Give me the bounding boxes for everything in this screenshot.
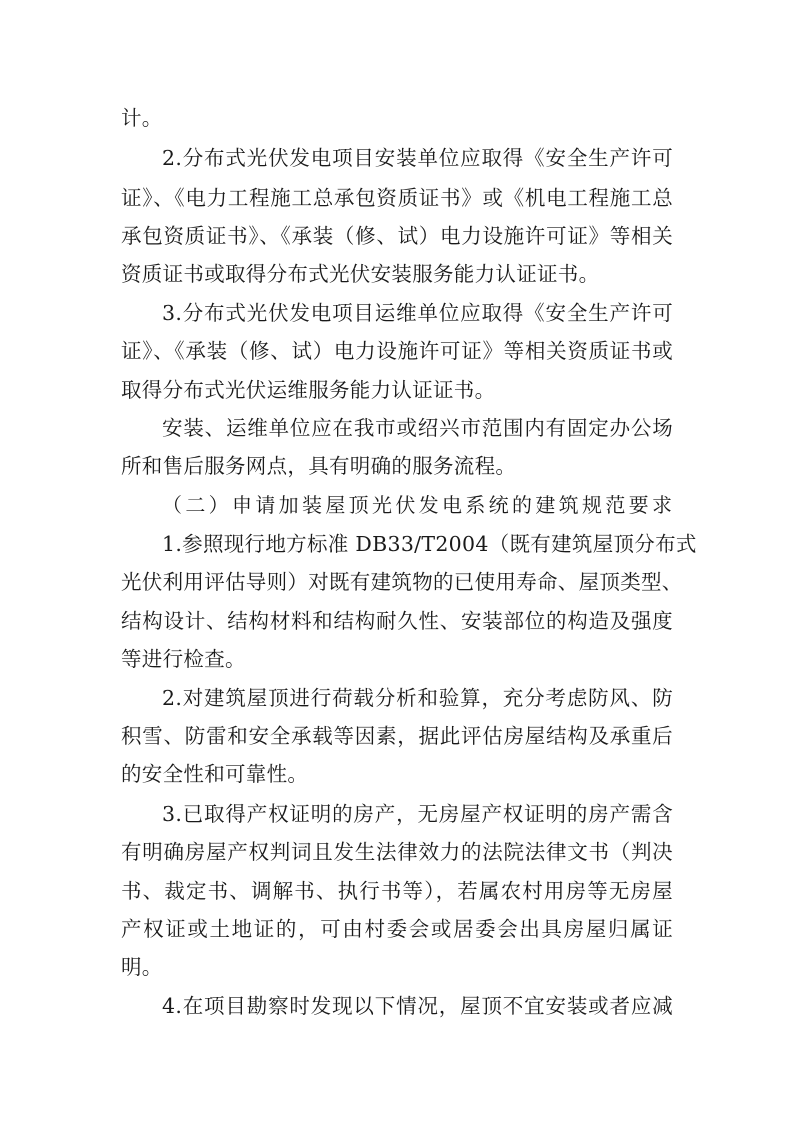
paragraph-line: 明。: [121, 955, 163, 979]
paragraph-line: 证》、《电力工程施工总承包资质证书》或《机电工程施工总: [121, 186, 673, 210]
paragraph-line: 4.在项目勘察时发现以下情况，屋顶不宜安装或者应减: [162, 994, 673, 1018]
paragraph-line: 2.分布式光伏发电项目安装单位应取得《安全生产许可: [162, 146, 673, 170]
paragraph-line: 有明确房屋产权判词且发生法律效力的法院法律文书（判决: [121, 840, 673, 864]
paragraph-line: 所和售后服务网点，具有明确的服务流程。: [121, 454, 517, 478]
paragraph-line: 安装、运维单位应在我市或绍兴市范围内有固定办公场: [162, 416, 673, 440]
paragraph-line: 证》、《承装（修、试）电力设施许可证》等相关资质证书或: [121, 339, 673, 363]
paragraph-line: 1.参照现行地方标准 DB33/T2004（既有建筑屋顶分布式: [162, 532, 697, 556]
paragraph-line: 结构设计、结构材料和结构耐久性、安装部位的构造及强度: [121, 609, 673, 633]
paragraph-line: 承包资质证书》、《承装（修、试）电力设施许可证》等相关: [121, 224, 673, 248]
paragraph-line: 等进行检查。: [121, 647, 246, 671]
paragraph-line: 产权证或土地证的，可由村委会或居委会出具房屋归属证: [121, 917, 673, 941]
paragraph-line: 3.分布式光伏发电项目运维单位应取得《安全生产许可: [162, 301, 673, 325]
paragraph-line: 积雪、防雷和安全承载等因素，据此评估房屋结构及承重后: [121, 724, 673, 748]
paragraph-line: 取得分布式光伏运维服务能力认证证书。: [121, 378, 496, 402]
paragraph-line: 的安全性和可靠性。: [121, 762, 309, 786]
paragraph-line: 资质证书或取得分布式光伏安装服务能力认证证书。: [121, 262, 600, 286]
paragraph-line: 书、裁定书、调解书、执行书等），若属农村用房等无房屋: [121, 879, 673, 903]
paragraph-line: 光伏利用评估导则）对既有建筑物的已使用寿命、屋顶类型、: [121, 570, 683, 594]
paragraph-line: 3.已取得产权证明的房产，无房屋产权证明的房产需含: [162, 802, 673, 826]
paragraph-line: 2.对建筑屋顶进行荷载分析和验算，充分考虑防风、防: [162, 686, 673, 710]
section-heading: （二）申请加装屋顶光伏发电系统的建筑规范要求: [162, 493, 673, 517]
paragraph-line: 计。: [121, 106, 163, 130]
